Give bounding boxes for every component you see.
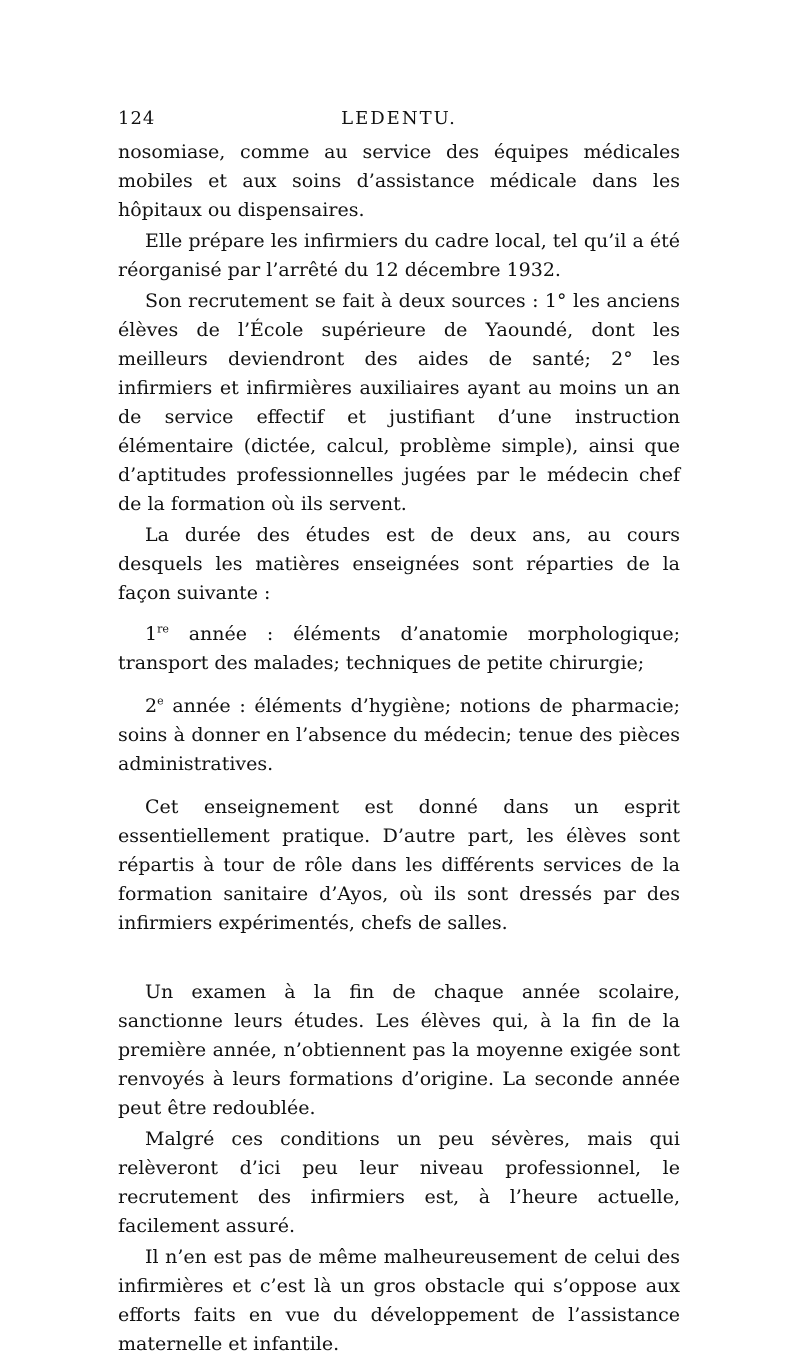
paragraph-cadre-local: Elle prépare les infirmiers du cadre local, tel qu’il a été réorganisé par l’arrêté du 12 décembre 1932. [118, 230, 680, 281]
paragraph-examen: Un examen à la fin de chaque année scolaire, sanctionne leurs études. Les élèves qui, à la fin de la première année, n’obtiennent pas la moyenne exigée sont renvoyés à leurs formations d’origine. La seconde année peut être redoublée. [118, 981, 680, 1119]
paragraph-continuation: nosomiase, comme au service des équipes médicales mobiles et aux soins d’assistance médicale dans les hôpitaux ou dispensaires. [118, 141, 680, 221]
paragraph-recrutement: Son recrutement se fait à deux sources : 1° les anciens élèves de l’École supérieure de Yaoundé, dont les meilleurs deviendront des aides de santé; 2° les infirmiers et infirmières auxiliaires ayant au moins un an de service effectif et justifiant d’une instruction élémentaire (dictée, calcul, problème simple), ainsi que d’aptitudes professionnelles jugées par le médecin chef de la formation où ils servent. [118, 290, 680, 515]
paragraph-conditions: Malgré ces conditions un peu sévères, mais qui relèveront d’ici peu leur niveau professionnel, le recrutement des infirmiers est, à l’heure actuelle, facilement assuré. [118, 1128, 680, 1237]
year-item-first [118, 620, 680, 678]
year-number: 1 [145, 623, 158, 645]
year-ordinal-suffix: re [157, 622, 169, 636]
year-item-second [118, 692, 680, 779]
paragraph-infirmieres: Il n’en est pas de même malheureusement de celui des infirmières et c’est là un gros obstacle qui s’oppose aux efforts faits en vue du développement de l’assistance maternelle et infantile. [118, 1246, 680, 1355]
section-break [118, 940, 680, 978]
paragraph-enseignement: Cet enseignement est donné dans un esprit essentiellement pratique. D’autre part, les élèves sont répartis à tour de rôle dans les différents services de la formation sanitaire d’Ayos, où ils sont dressés par des infirmiers expérimentés, chefs de salles. [118, 796, 680, 934]
body-text [118, 138, 680, 1359]
page-number: 124 [118, 108, 156, 129]
paragraph-duree-etudes: La durée des études est de deux ans, au cours desquels les matières enseignées sont réparties de la façon suivante : [118, 524, 680, 604]
book-page [118, 108, 680, 1361]
year-number: 2 [145, 695, 158, 717]
running-title: LEDENTU. [341, 108, 457, 129]
year-description: année : éléments d’hygiène; notions de pharmacie; soins à donner en l’absence du médecin; tenue des pièces administratives. [118, 695, 680, 775]
year-ordinal-suffix: e [157, 694, 164, 708]
year-description: année : éléments d’anatomie morphologique; transport des malades; techniques de petite chirurgie; [118, 623, 680, 674]
running-head [118, 108, 680, 138]
